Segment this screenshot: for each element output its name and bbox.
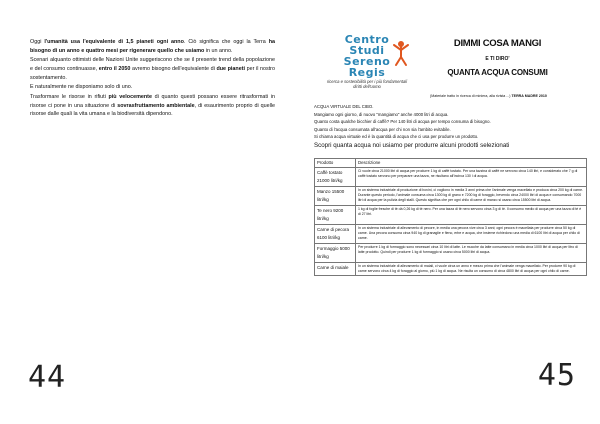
intro-line: Quanto di l'acqua consumata all'acqua per chi non sia l'ambito evitabile. xyxy=(314,126,451,132)
paragraph-4: Trasformare le risorse in rifiuti più velocemente di quanto questi possano essere ritrasformati in risorse ci pone in una situazione di sovrasfruttamento ambientale, di esaurimento proprio di quelle risorse dalle quali la vita umana e la biodiversità dipendono. xyxy=(30,94,276,118)
water-table xyxy=(314,158,587,276)
intro-line: Quanto costa qualche bicchier di caffè? Per 140 litri di acqua per tempo consuma di bisogno. xyxy=(314,119,491,125)
intro-lines xyxy=(314,103,589,151)
table-heading: Scopri quanta acqua noi usiamo per produrre alcuni prodotti selezionati xyxy=(314,141,510,149)
centro-studi-logo: Centro Studi Sereno Regis ricerca e sostenibilità per i più fondamentali diritti dell'uomo xyxy=(326,33,408,89)
header-product: Prodotto xyxy=(315,159,356,168)
page-number-right: 45 xyxy=(537,358,576,393)
product-cell: Carne di maiale xyxy=(315,263,356,276)
product-cell: Caffè tostato 21000 litri/kg xyxy=(315,168,356,187)
table-row xyxy=(315,244,587,263)
intro-line: Si chiama acqua virtuale ed è la quantità di acqua che ci usa per produrre un prodotto. xyxy=(314,134,479,140)
paragraph-3: E naturalmente ne disponiamo solo di uno. xyxy=(30,84,133,91)
product-cell: Te nero 9200 litri/kg xyxy=(315,206,356,225)
table-row xyxy=(315,168,587,187)
table-row xyxy=(315,187,587,206)
intro-line: ACQUA VIRTUALE DEL CIBO. xyxy=(314,104,374,109)
product-cell: Formaggio 5000 litri/kg xyxy=(315,244,356,263)
description-cell: Per produrre 1 kg di formaggio sono necessari circa 10 litri di latte. Le mucche da latte consumano in media circa 1000 litri di acqua per litro di latte prodotto. Quindi per produrre 1 kg di formaggio si usano circa 5000 litri di acqua. xyxy=(356,244,587,263)
header-description: Descrizione xyxy=(356,159,587,168)
table-header-row xyxy=(315,159,587,168)
description-cell: Ci vuole circa 21000 litri di acqua per produrre 1 kg di caffè tostato. Per una tazzina di caffè ne servono circa 140 litri, e considerato che 7 g di caffè tostato servono per preparare una tazza, ne risultano all'incirca 130 l di acqua. xyxy=(356,168,587,187)
paragraph-2: Scenari alquanto ottimisti delle Nazioni Unite suggeriscono che se il presente trend della popolazione e del consumo continuasse, entro il 2050 avremo bisogno dell'equivalente di due pianeti per il nostro sostentamento. xyxy=(30,57,275,81)
description-cell: In un sistema industriale di allevamento di pecore, in media una pecora vive circa 3 anni; ogni pecora è macellata per produrre circa 50 kg di carne. Una pecora consuma circa 940 kg di granaglie e fieno, erbe e acqua, che insieme richiedono una media di 6100 litri di acqua per chilo di carne. xyxy=(356,225,587,244)
page-number-left: 44 xyxy=(28,360,67,395)
table-row xyxy=(315,206,587,225)
description-cell: 1 kg di foglie fresche di tè dà 0,26 kg di tè nero. Per una tazza di tè nero servono circa 3 g di tè. Il consumo medio di acqua per una tazza di tè è di 27 litri. xyxy=(356,206,587,225)
page-subtitle-2: QUANTA ACQUA CONSUMI xyxy=(447,68,548,77)
product-cell: Carne di pecora 6100 litri/kg xyxy=(315,225,356,244)
description-cell: In un sistema industriale di allevamento di maiali, ci vuole circa un anno e mezzo prima che l'animale venga macellato. Per produrre 90 kg di carne servono circa 4 kg di foraggio al giorno, più 1 kg di acqua. Ne risulta un consumo di circa 4800 litri di acqua per ogni chilo di carne. xyxy=(356,263,587,276)
source-note: (Materiale tratto in ricerca di miniera, alla rivista ...) TERRA MADRE 2010 xyxy=(430,94,547,98)
description-cell: In un sistema industriale di produzione di bovini, ci vogliono in media 3 anni prima che l'animale venga macellato e produca circa 200 kg di carne. Durante questo periodo, l'animale consuma circa 1300 kg di grano e 7200 kg di foraggio, bevendo circa 24000 litri di acqua e consumando 7000 litri di acqua per la pulizia degli stalli. Questo significa che per ogni chilo di carne di manzo si usano circa 15500 litri di acqua. xyxy=(356,187,587,206)
intro-line: Mangiamo ogni giorno, di nuovo "mangiamo" anche 4000 litri di acqua. xyxy=(314,111,449,117)
left-page-text xyxy=(30,38,275,120)
paragraph-1: Oggi l'umanità usa l'equivalente di 1,5 pianeti ogni anno. Ciò significa che oggi la Terra ha bisogno di un anno e quattro mesi per rigenerare quello che usiamo in un anno. xyxy=(30,39,275,54)
product-cell: Manzo 15500 litri/kg xyxy=(315,187,356,206)
right-page xyxy=(300,0,600,424)
table-row xyxy=(315,263,587,276)
page-title: DIMMI COSA MANGI xyxy=(453,38,542,49)
table-row xyxy=(315,225,587,244)
page-subtitle: E TI DIRO' xyxy=(485,56,510,62)
